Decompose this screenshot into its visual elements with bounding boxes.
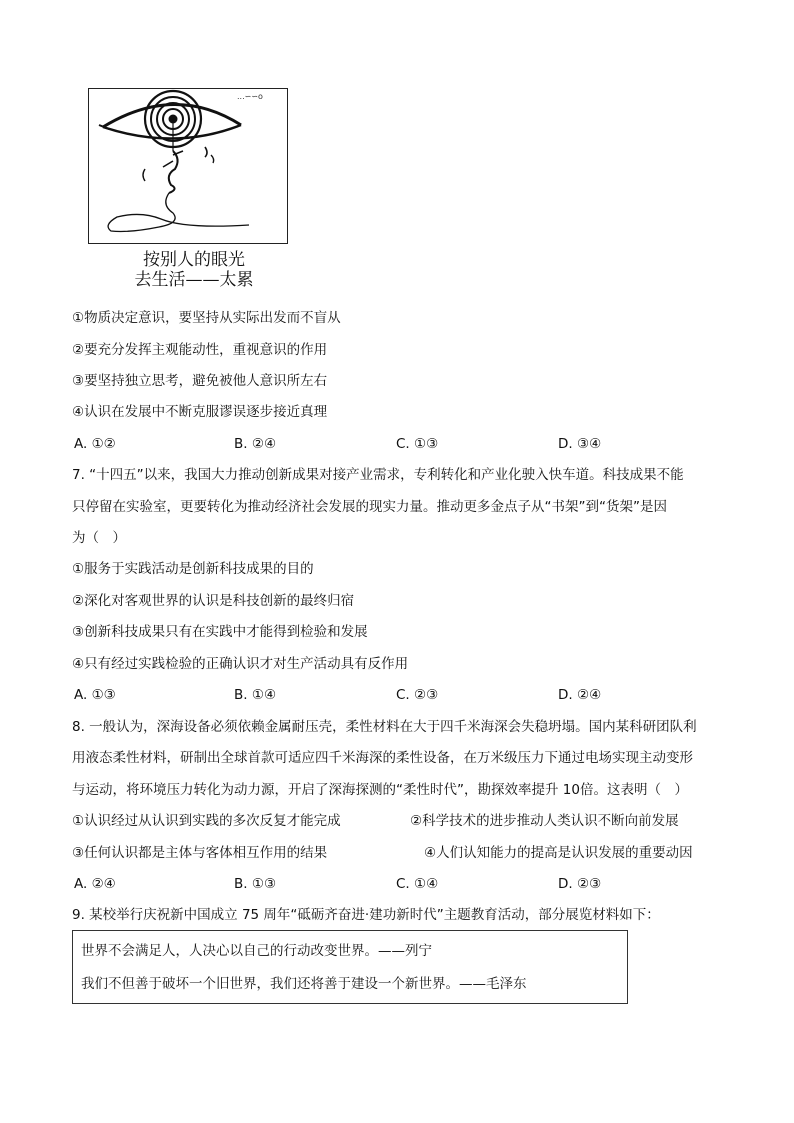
q8-statement-1: ①认识经过从认识到实践的多次反复才能完成 <box>72 813 341 829</box>
q6-statement-4: ④认识在发展中不断克服谬误逐步接近真理 <box>72 404 328 420</box>
q7-statement-2: ②深化对客观世界的认识是科技创新的最终归宿 <box>72 593 355 609</box>
q6-statement-1: ①物质决定意识，要坚持从实际出发而不盲从 <box>72 310 341 326</box>
q7-stem-line-1: 7. “十四五”以来，我国大力推动创新成果对接产业需求，专利转化和产业化驶入快车道。科技成果不能 <box>72 467 684 483</box>
signature-mark: ...∽∽o <box>237 92 263 101</box>
q9-quote-mao: 我们不但善于破坏一个旧世界，我们还将善于建设一个新世界。——毛泽东 <box>81 976 527 992</box>
q7-option-d: D. ②④ <box>558 687 602 703</box>
q8-option-c: C. ①④ <box>396 876 439 892</box>
q6-statement-3: ③要坚持独立思考，避免被他人意识所左右 <box>72 373 328 389</box>
caption-line-2: 去生活——太累 <box>134 270 254 290</box>
q6-statement-2: ②要充分发挥主观能动性，重视意识的作用 <box>72 342 328 358</box>
cartoon-caption <box>104 250 284 290</box>
q8-statement-2: ②科学技术的进步推动人类认识不断向前发展 <box>410 813 679 829</box>
eye-spiral-drawing <box>89 89 286 242</box>
q8-statement-3: ③任何认识都是主体与客体相互作用的结果 <box>72 845 328 861</box>
q6-option-b: B. ②④ <box>234 436 277 452</box>
q7-stem-line-3: 为（ ） <box>72 530 126 546</box>
q9-stem: 9. 某校举行庆祝新中国成立 75 周年“砥砺齐奋进·建功新时代”主题教育活动，部分展览材料如下： <box>72 907 660 923</box>
q6-option-a: A. ①② <box>74 436 116 452</box>
q8-statement-4: ④人们认知能力的提高是认识发展的重要动因 <box>424 845 693 861</box>
q8-stem-line-2: 用液态柔性材料，研制出全球首款可适应四千米海深的柔性设备，在万米级压力下通过电场实现主动变形 <box>72 750 693 766</box>
q8-option-d: D. ②③ <box>558 876 602 892</box>
q7-statement-3: ③创新科技成果只有在实践中才能得到检验和发展 <box>72 624 368 640</box>
q6-option-c: C. ①③ <box>396 436 439 452</box>
cartoon-illustration <box>88 88 288 244</box>
q7-option-a: A. ①③ <box>74 687 116 703</box>
q8-option-b: B. ①③ <box>234 876 277 892</box>
q7-stem-line-2: 只停留在实验室，更要转化为推动经济社会发展的现实力量。推动更多金点子从“书架”到“货架”是因 <box>72 499 667 515</box>
q8-option-a: A. ②④ <box>74 876 116 892</box>
caption-line-1: 按别人的眼光 <box>143 250 245 270</box>
q8-stem-line-1: 8. 一般认为，深海设备必须依赖金属耐压壳，柔性材料在大于四千米海深会失稳坍塌。国内某科研团队利 <box>72 719 697 735</box>
q6-option-d: D. ③④ <box>558 436 602 452</box>
q9-quote-lenin: 世界不会满足人，人决心以自己的行动改变世界。——列宁 <box>81 943 432 959</box>
q9-quote-box <box>72 930 628 1004</box>
q7-statement-4: ④只有经过实践检验的正确认识才对生产活动具有反作用 <box>72 656 409 672</box>
q7-option-b: B. ①④ <box>234 687 277 703</box>
q7-statement-1: ①服务于实践活动是创新科技成果的目的 <box>72 561 314 577</box>
q8-stem-line-3: 与运动，将环境压力转化为动力源，开启了深海探测的“柔性时代”，勘探效率提升 10倍。这表明（ ） <box>72 782 688 798</box>
q7-option-c: C. ②③ <box>396 687 439 703</box>
